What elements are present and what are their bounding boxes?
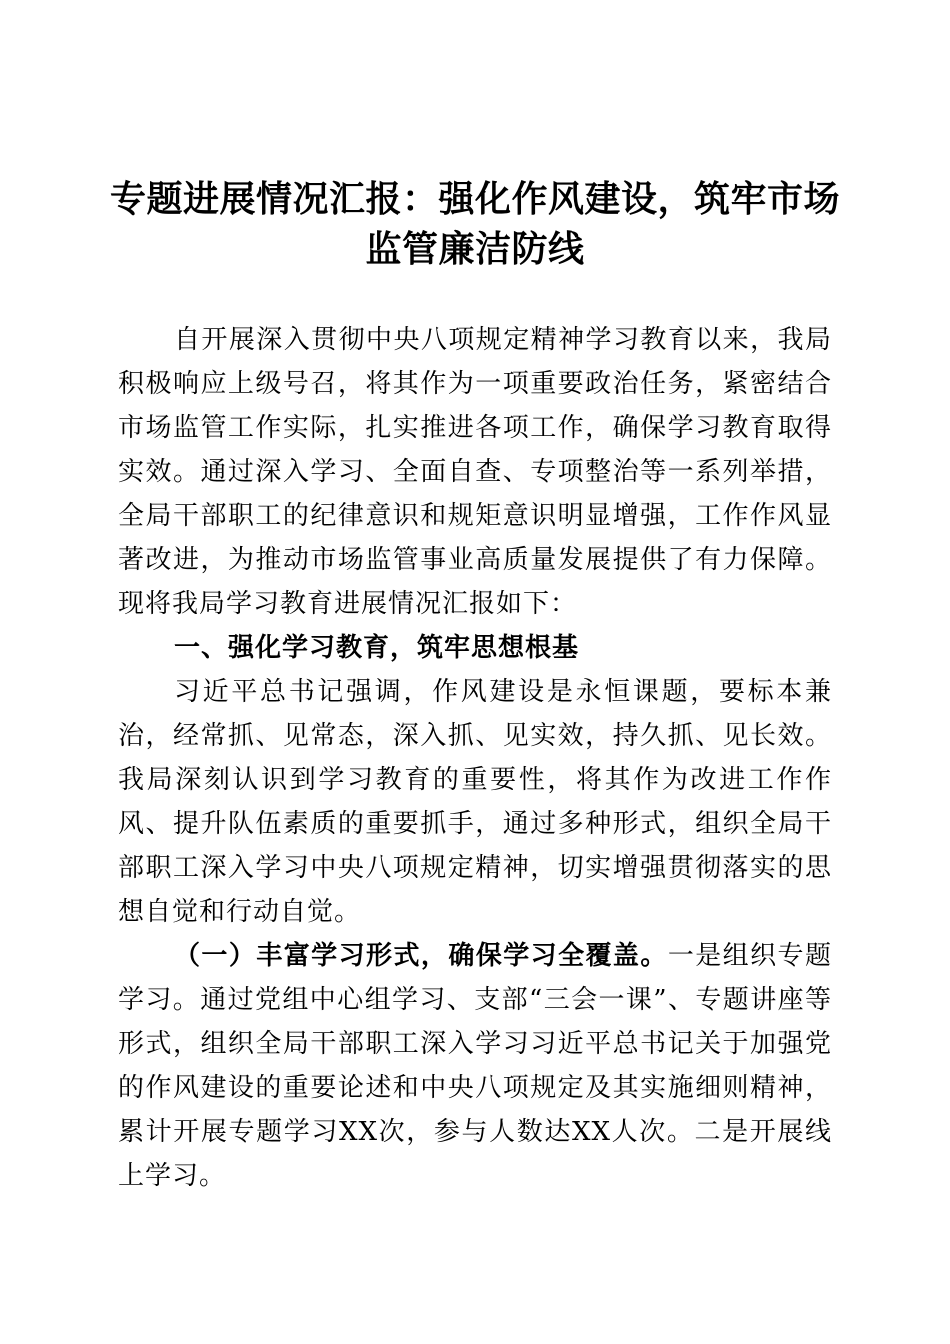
subsection-paragraph <box>118 934 832 1198</box>
section-heading: 一、强化学习教育，筑牢思想根基 <box>174 633 580 663</box>
subsection-heading: （一）丰富学习形式，确保学习全覆盖。 <box>174 941 668 971</box>
intro-paragraph: 自开展深入贯彻中央八项规定精神学习教育以来，我局积极响应上级号召，将其作为一项重要政治任务，紧密结合市场监管工作实际，扎实推进各项工作，确保学习教育取得实效。通过深入学习、全面自查、专项整治等一系列举措，全局干部职工的纪律意识和规矩意识明显增强，工作作风显著改进，为推动市场监管事业高质量发展提供了有力保障。现将我局学习教育进展情况汇报如下： <box>118 325 832 619</box>
document-body <box>118 318 832 1198</box>
subsection-body: 一是组织专题学习。通过党组中心组学习、支部“三会一课”、专题讲座等形式，组织全局干部职工深入学习习近平总书记关于加强党的作风建设的重要论述和中央八项规定及其实施细则精神，累计开展专题学习XX次，参与人数达XX人次。二是开展线上学习。 <box>118 941 832 1191</box>
section-paragraph: 习近平总书记强调，作风建设是永恒课题，要标本兼治，经常抓、见常态，深入抓、见实效，持久抓、见长效。我局深刻认识到学习教育的重要性，将其作为改进工作作风、提升队伍素质的重要抓手，通过多种形式，组织全局干部职工深入学习中央八项规定精神，切实增强贯彻落实的思想自觉和行动自觉。 <box>118 677 832 927</box>
document-title: 专题进展情况汇报：强化作风建设，筑牢市场监管廉洁防线 <box>110 178 841 270</box>
